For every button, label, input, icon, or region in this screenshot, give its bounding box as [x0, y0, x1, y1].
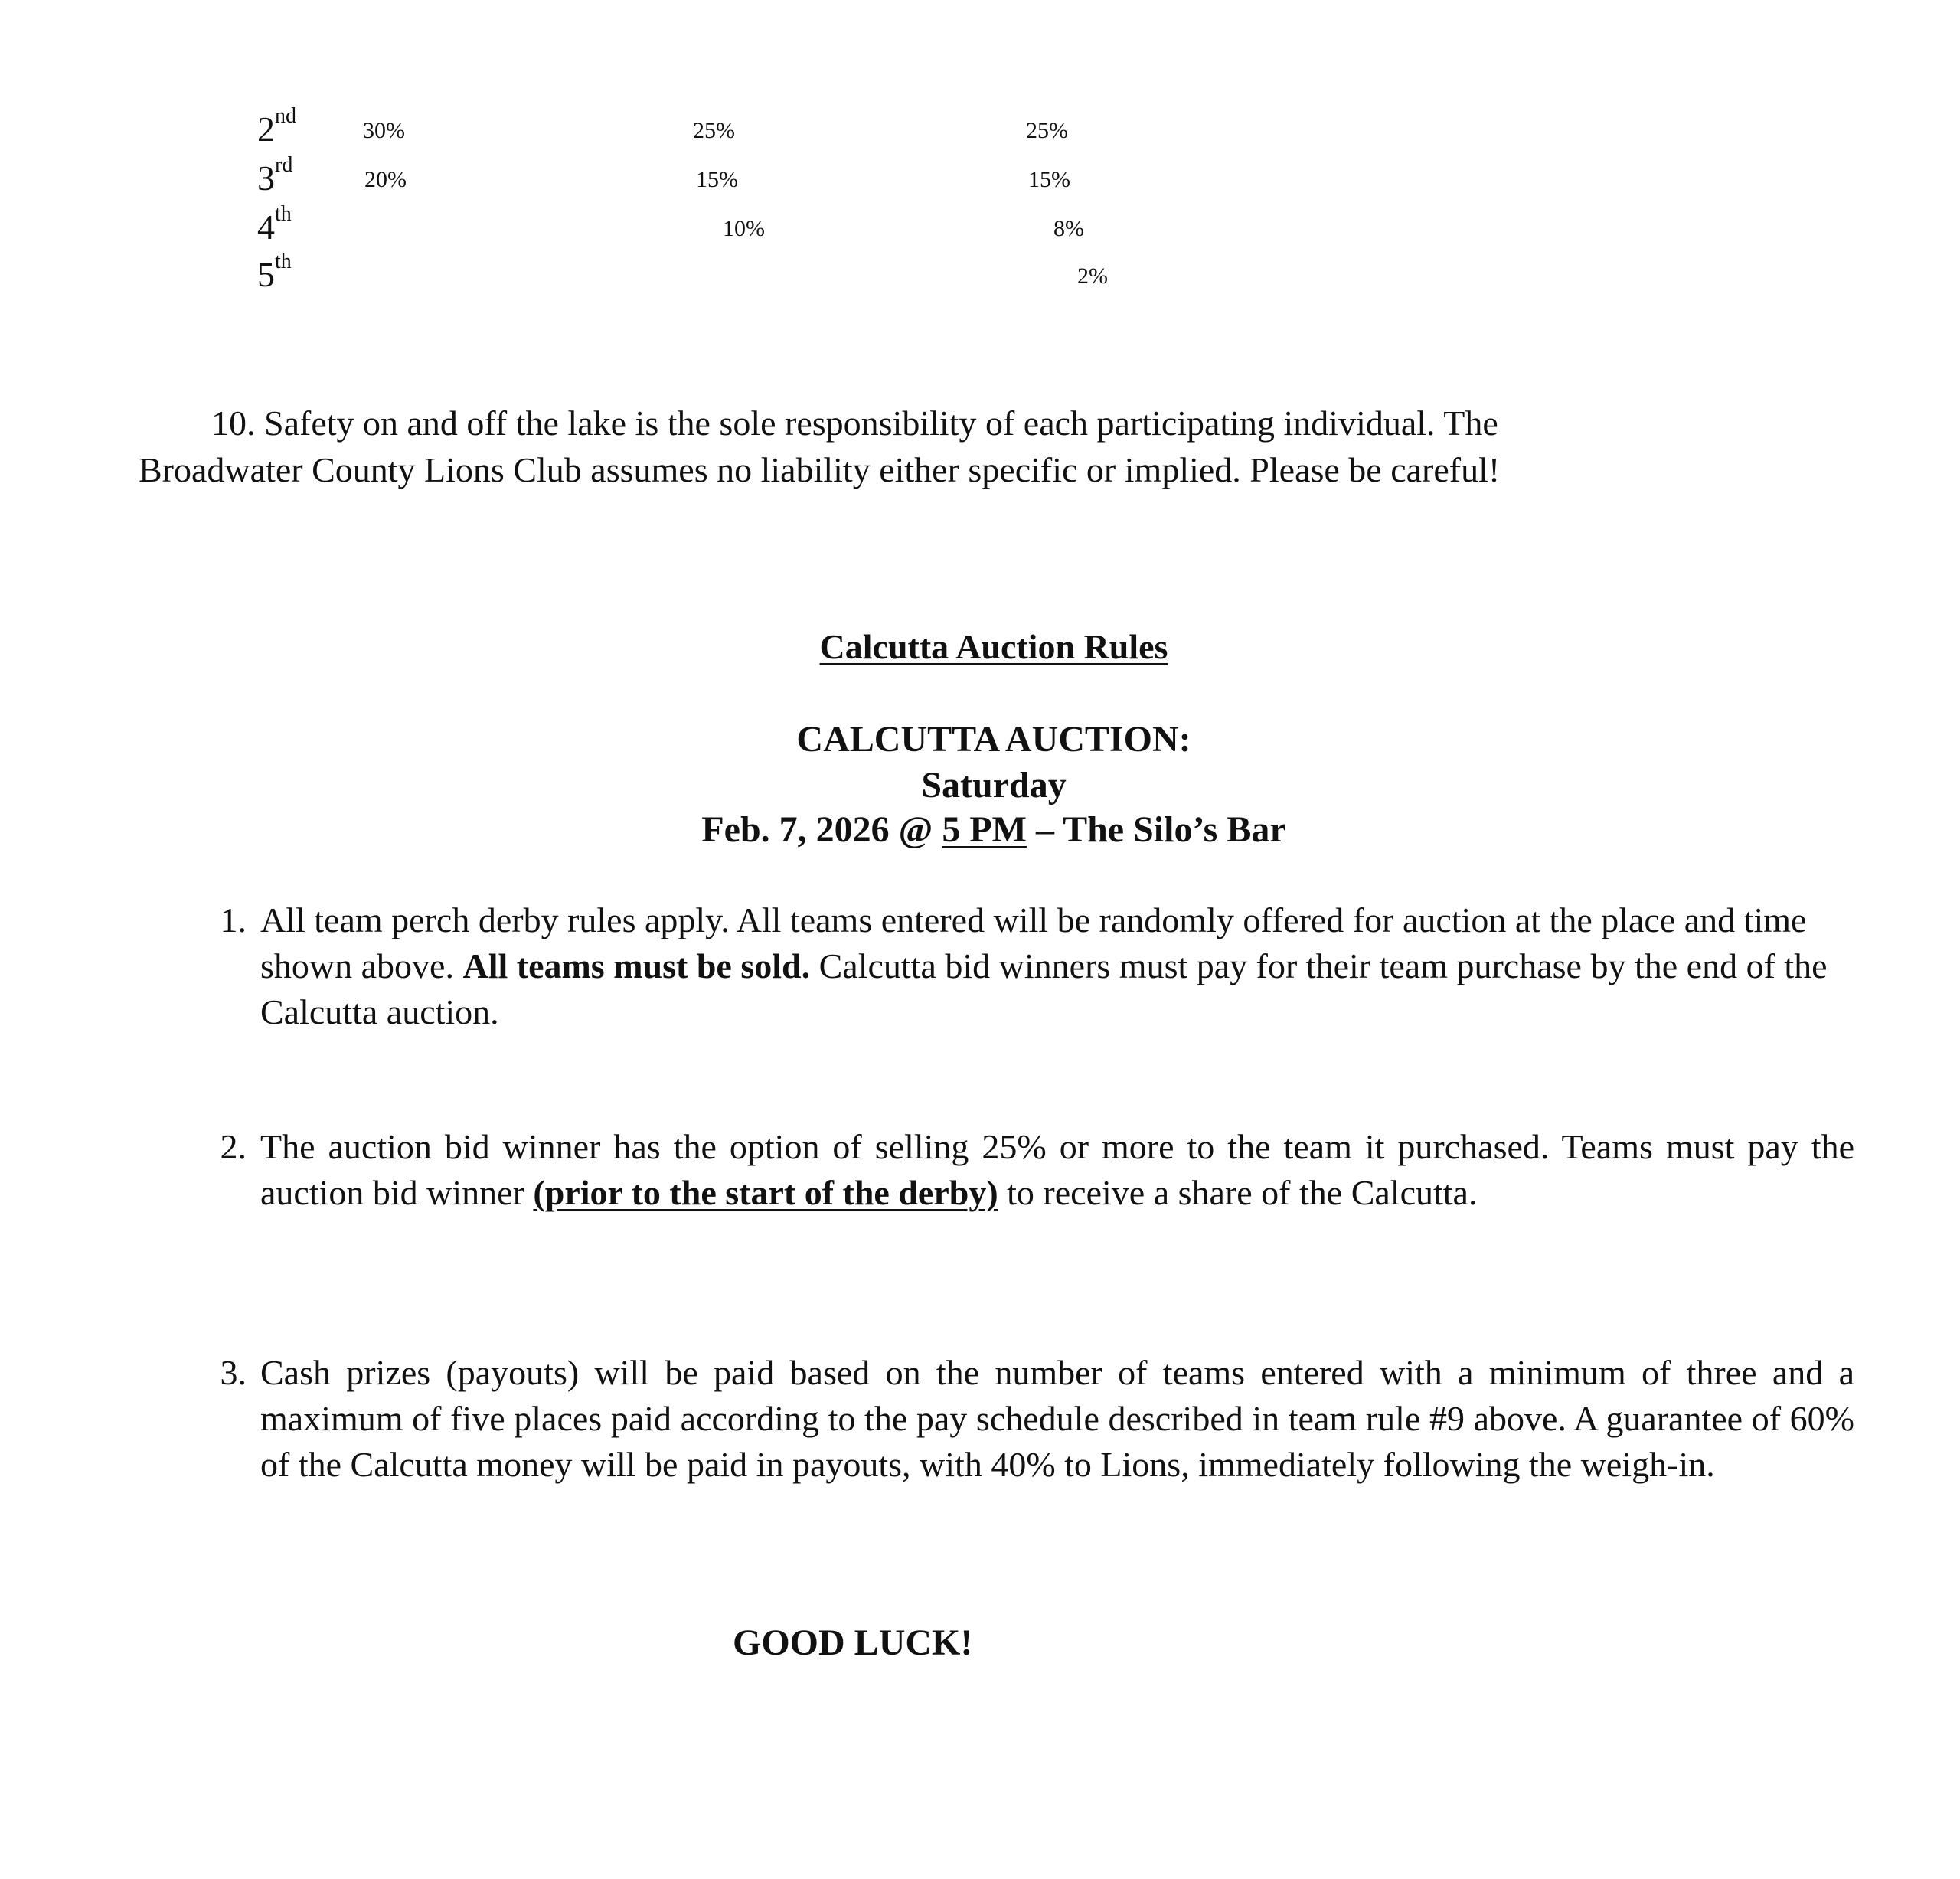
place-number: 5	[257, 255, 275, 294]
item-text	[260, 1124, 1854, 1216]
place-suffix: th	[275, 202, 292, 226]
place-number: 2	[257, 109, 275, 149]
auction-location: – The Silo’s Bar	[1026, 809, 1286, 850]
place-label-2nd	[257, 104, 296, 149]
section-title: Calcutta Auction Rules	[819, 627, 1168, 666]
item-bold-text: All teams must be sold.	[462, 946, 811, 985]
place-number: 3	[257, 158, 275, 198]
item-text-part: The auction bid winner has the option of selling 25% or more to the team it purchased. Teams must pay the auction bid winner	[260, 1127, 1854, 1212]
auction-day: Saturday	[921, 765, 1067, 806]
payout-2nd-col2: 25%	[693, 118, 735, 143]
rule-item-1	[201, 897, 1854, 1035]
item-text: Cash prizes (payouts) will be paid based on the number of teams entered with a minimum of three and a maximum of five places paid according to the pay schedule described in team rule #9 above. A guarantee of 60% of the Calcutta money will be paid in payouts, with 40% to Lions, immediately following the weigh-in.	[260, 1353, 1854, 1484]
payout-4th-col2: 10%	[723, 216, 765, 241]
rule-item-2	[201, 1124, 1854, 1216]
place-suffix: th	[275, 250, 292, 273]
auction-time: 5 PM	[942, 809, 1027, 850]
item-number: 2.	[220, 1127, 247, 1166]
item-text-part: to receive a share of the Calcutta.	[998, 1173, 1478, 1212]
place-label-5th	[257, 250, 292, 295]
payout-3rd-col3: 15%	[1028, 167, 1070, 192]
item-text-part: All team perch derby rules apply. All teams entered will be randomly offered for auction at the place and time shown above.	[260, 900, 1807, 985]
item-text	[260, 897, 1854, 1035]
item-number: 1.	[220, 900, 247, 940]
item-text-part: Calcutta bid winners must pay for their team purchase by the end of the Calcutta auction.	[260, 946, 1828, 1031]
place-suffix: nd	[275, 104, 296, 128]
payout-2nd-col1: 30%	[363, 118, 405, 143]
payout-5th-col3: 2%	[1077, 263, 1108, 289]
payout-3rd-col2: 15%	[696, 167, 738, 192]
place-label-3rd	[257, 153, 293, 198]
payout-4th-col3: 8%	[1054, 216, 1084, 241]
auction-heading: CALCUTTA AUCTION:	[796, 719, 1191, 760]
place-number: 4	[257, 208, 275, 247]
place-suffix: rd	[275, 153, 293, 177]
place-label-4th	[257, 202, 292, 247]
item-number: 3.	[220, 1353, 247, 1392]
auction-date: Feb. 7, 2026 @	[701, 809, 942, 850]
rule-10-line-2: Broadwater County Lions Club assumes no liability either specific or implied. Please be careful!	[139, 450, 1501, 489]
auction-date-line	[0, 809, 1960, 851]
item-bold-underlined-text: (prior to the start of the derby)	[533, 1173, 998, 1212]
payout-3rd-col1: 20%	[364, 167, 407, 192]
closing-text: GOOD LUCK!	[733, 1622, 973, 1663]
rule-10-line-1: 10. Safety on and off the lake is the sole responsibility of each participating individual. The	[211, 404, 1498, 443]
payout-2nd-col3: 25%	[1026, 118, 1068, 143]
rule-item-3	[201, 1350, 1854, 1488]
